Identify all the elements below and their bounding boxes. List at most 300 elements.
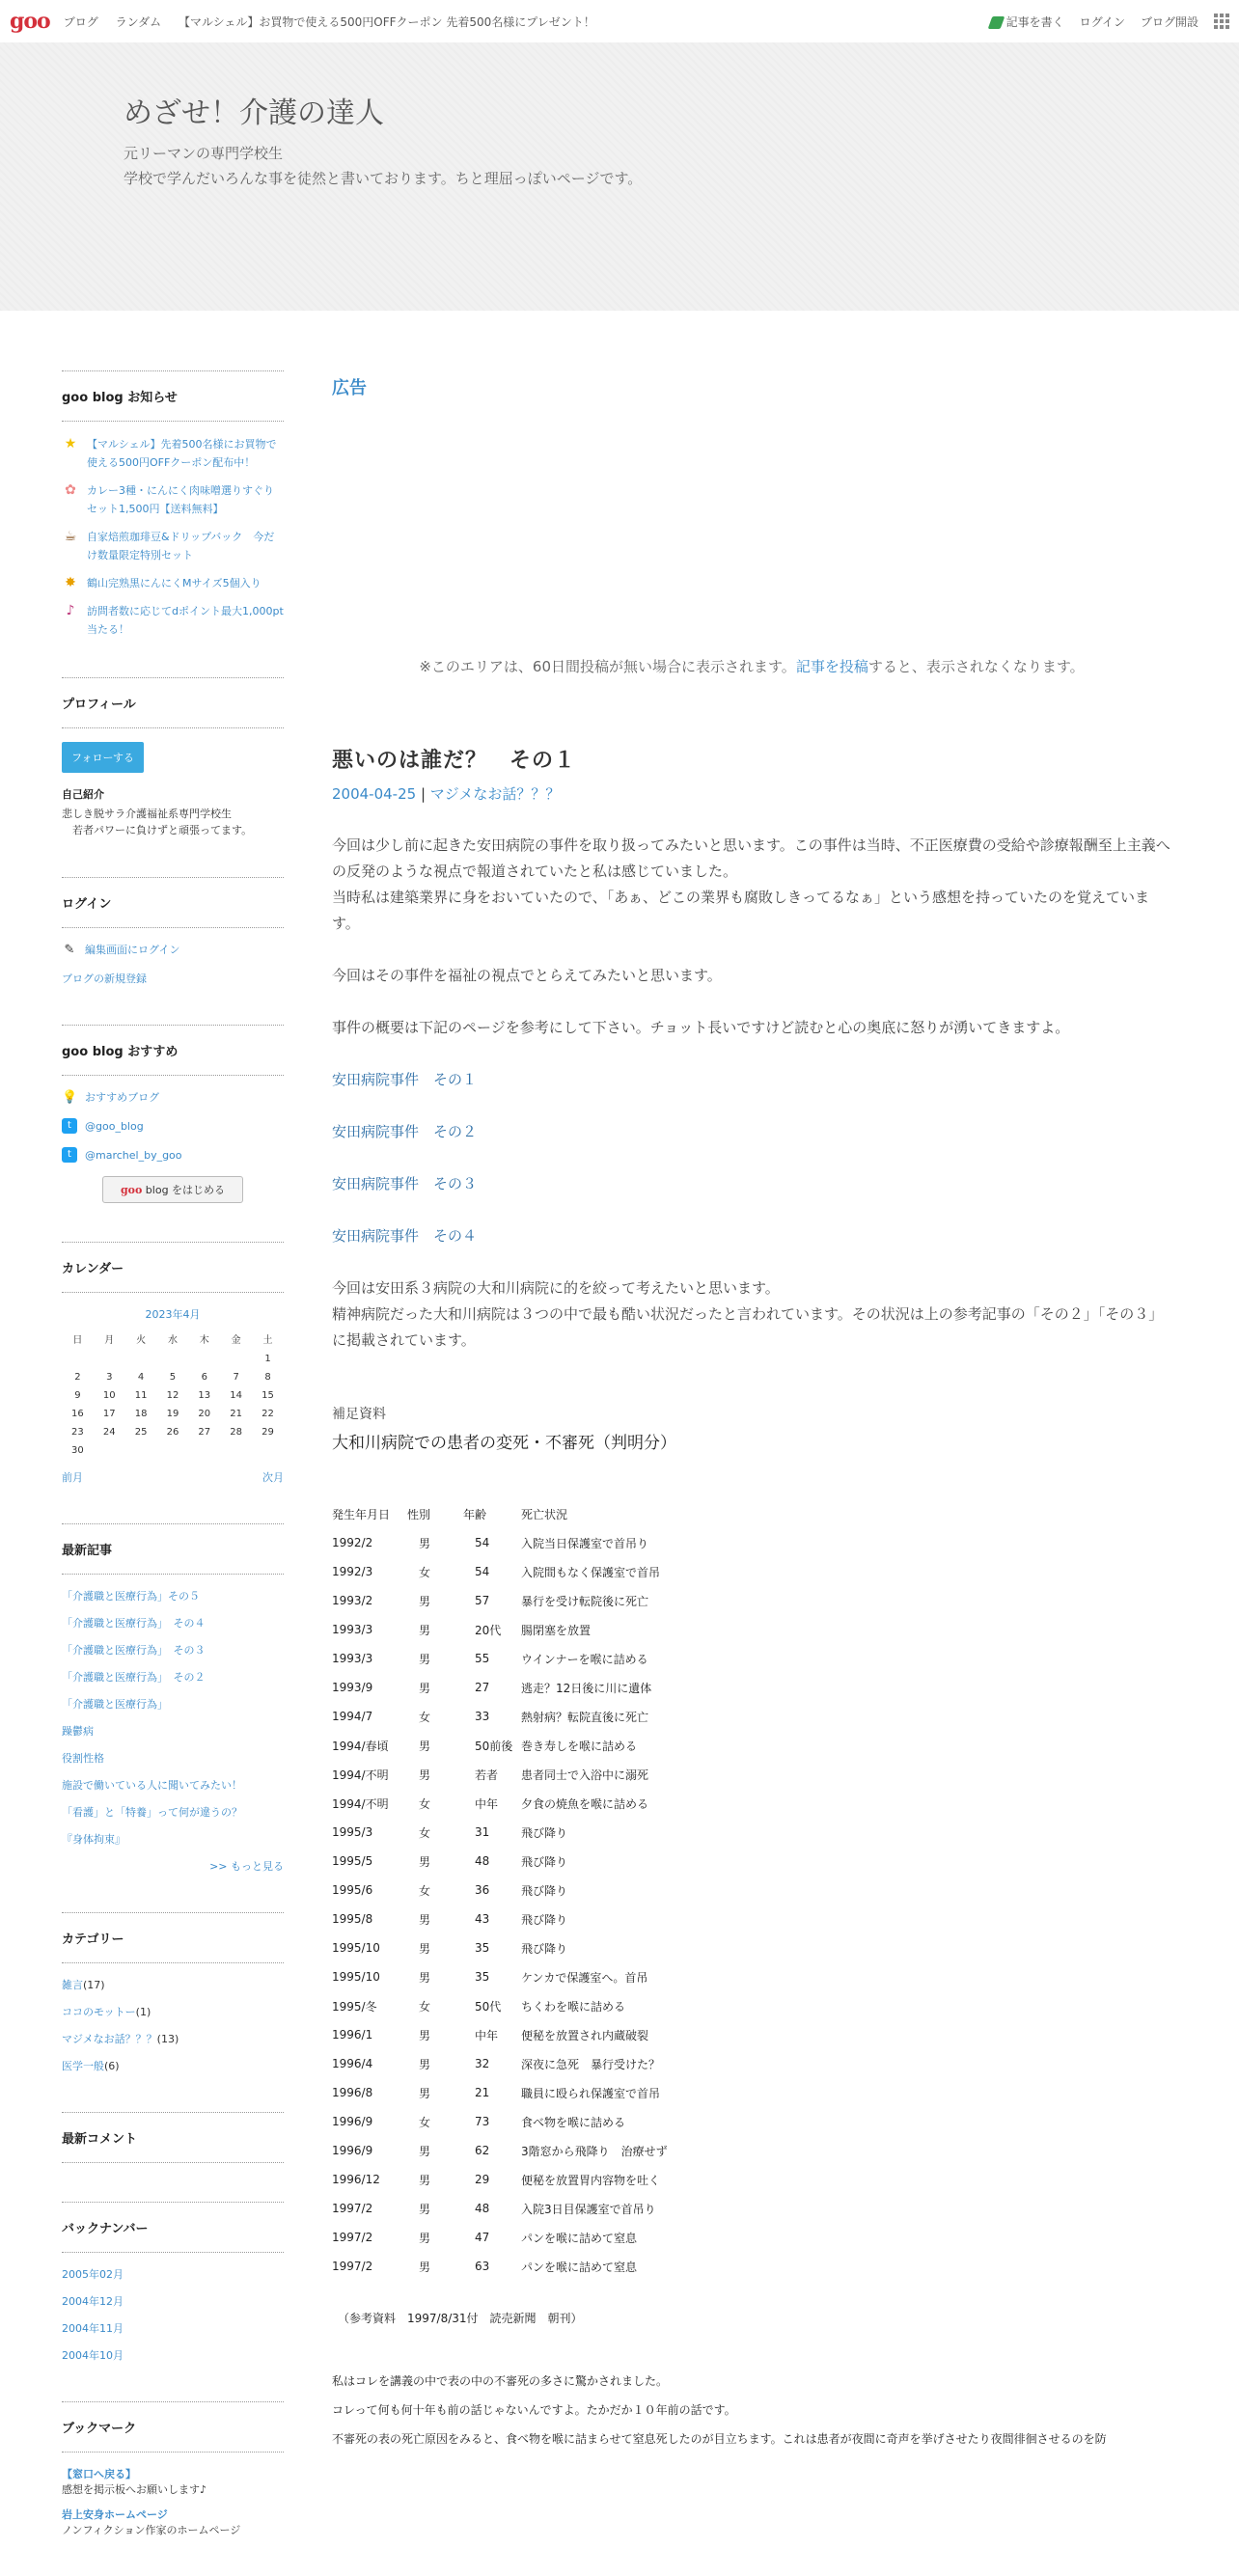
- article-title[interactable]: 悪いのは誰だ？ その１: [332, 749, 577, 773]
- weekday: 金: [231, 1335, 241, 1346]
- ad-heading: 広告: [332, 378, 367, 398]
- yasuda-case-link-1[interactable]: 安田病院事件 その１: [332, 1071, 478, 1088]
- paragraph: 今回はその事件を福祉の視点でとらえてみたいと思います。: [332, 967, 722, 984]
- table-cell: 男: [419, 1652, 431, 1666]
- table-cell: 飛び降り: [521, 1912, 568, 1927]
- table-cell: 1993/2: [332, 1594, 373, 1607]
- table-cell: 夕食の焼魚を喉に詰める: [521, 1796, 649, 1811]
- table-cell: 男: [419, 2260, 431, 2274]
- table-cell: 1992/3: [332, 1565, 373, 1578]
- blog-title[interactable]: めざせ！介護の達人: [124, 96, 384, 130]
- table-cell: 男: [419, 2144, 431, 2158]
- calendar-day: 30: [71, 1445, 84, 1456]
- bookmark-link[interactable]: 岩上安身ホームページ: [62, 2508, 168, 2521]
- notice-item[interactable]: [62, 528, 284, 564]
- pen-icon: ✎: [64, 942, 75, 957]
- table-cell: 32: [475, 2057, 490, 2070]
- category-list: [62, 1977, 284, 2073]
- table-cell: 1994/不明: [332, 1796, 389, 1811]
- cup-icon: ☕: [64, 529, 77, 544]
- calendar-day: 22: [262, 1409, 274, 1419]
- calendar-day: 6: [201, 1372, 207, 1383]
- recent-article-link[interactable]: 「介護職と医療行為」 その２: [62, 1671, 206, 1684]
- table-row: [332, 1818, 753, 1847]
- table-cell: 1996/1: [332, 2028, 373, 2042]
- calendar-day: 16: [71, 1409, 84, 1419]
- register-link[interactable]: ブログの新規登録: [62, 973, 147, 985]
- start-blog-button[interactable]: [102, 1176, 243, 1203]
- table-row: [332, 1905, 753, 1933]
- blog-description-line-1: 元リーマンの専門学校生: [124, 145, 284, 162]
- meta-separator: |: [416, 785, 430, 803]
- yasuda-case-link-2[interactable]: 安田病院事件 その２: [332, 1123, 478, 1140]
- yasuda-case-link-4[interactable]: 安田病院事件 その４: [332, 1227, 478, 1245]
- notice-item[interactable]: [62, 435, 284, 472]
- calendar-day: 17: [102, 1409, 116, 1419]
- calendar-day: [252, 1441, 284, 1460]
- notice-section: [62, 370, 284, 639]
- table-row: [332, 2165, 753, 2194]
- table-row: [332, 1731, 753, 1760]
- table-cell: 48: [475, 2202, 490, 2215]
- table-cell: 47: [475, 2231, 490, 2244]
- start-blog-logo: goo: [120, 1184, 143, 1196]
- table-cell: 50前後: [475, 1739, 513, 1753]
- table-row: [332, 2223, 753, 2252]
- column-header: 性別: [407, 1507, 431, 1521]
- table-cell: 1996/9: [332, 2115, 373, 2128]
- calendar-day: 23: [71, 1427, 84, 1438]
- table-cell: 逃走？12日後に川に遺体: [521, 1681, 652, 1695]
- bookmark-link[interactable]: 【窓口へ戻る】: [62, 2468, 136, 2480]
- calendar-day: [94, 1441, 125, 1460]
- calendar-day: 21: [230, 1409, 242, 1419]
- calendar-week: [62, 1423, 284, 1441]
- table-cell: 男: [419, 1768, 431, 1782]
- table-row: [332, 1991, 753, 2020]
- comment-section: [62, 2112, 284, 2163]
- table-row: [332, 1528, 753, 1557]
- weekday: 土: [262, 1335, 273, 1346]
- calendar-day: 26: [166, 1427, 179, 1438]
- calendar-week: [62, 1350, 284, 1368]
- table-cell: 男: [419, 2028, 431, 2042]
- category-item: [62, 2004, 284, 2019]
- table-cell: 飛び降り: [521, 1854, 568, 1869]
- column-header: 死亡状況: [521, 1507, 568, 1521]
- table-cell: 1995/5: [332, 1854, 373, 1868]
- recent-article-link[interactable]: 「介護職と医療行為」: [62, 1698, 168, 1711]
- notice-text[interactable]: 【マルシェル】先着500名様にお買物で使える500円OFFクーポン配布中！: [87, 438, 277, 469]
- table-cell: 女: [419, 1710, 431, 1724]
- top-right-menu: [990, 0, 1229, 42]
- table-cell: 男: [419, 2086, 431, 2100]
- calendar-day: 14: [230, 1390, 242, 1401]
- closing-line: コレって何も何十年も前の話じゃないんですよ。たかだか１０年前の話です。: [332, 2403, 736, 2417]
- blog-description-line-2: 学校で学んだいろんな事を徒然と書いております。ちと理屈っぽいページです。: [124, 170, 643, 187]
- table-row: [332, 1789, 753, 1818]
- notice-item[interactable]: [62, 602, 284, 639]
- calendar-day: 20: [198, 1409, 211, 1419]
- bookmark-section: [62, 2401, 284, 2537]
- next-month-link[interactable]: 次月: [262, 1471, 284, 1484]
- music-icon: ♪: [66, 603, 75, 618]
- table-cell: 男: [419, 2173, 431, 2187]
- table-cell: 腸閉塞を放置: [521, 1623, 592, 1637]
- weekday: 水: [167, 1335, 178, 1346]
- profile-heading: プロフィール: [62, 678, 284, 728]
- table-cell: 48: [475, 1854, 490, 1868]
- write-article-label: 記事を書く: [1005, 14, 1064, 29]
- table-cell: 巻き寿しを喉に詰める: [521, 1739, 638, 1753]
- table-cell: 1996/8: [332, 2086, 373, 2099]
- calendar-week: [62, 1441, 284, 1460]
- twitter-row[interactable]: [62, 1118, 284, 1134]
- paragraph-line: 今回は安田系３病院の大和川病院に的を絞って考えたいと思います。: [332, 1279, 780, 1297]
- backnumber-link[interactable]: 2005年02月: [62, 2268, 124, 2281]
- calendar-day: 5: [169, 1372, 177, 1383]
- notice-text[interactable]: 自家焙煎珈琲豆&ドリップバック 今だけ数量限定特別セット: [87, 531, 275, 562]
- more-articles-link[interactable]: >> もっと見る: [209, 1860, 284, 1873]
- table-cell: 1992/2: [332, 1536, 373, 1549]
- twitter-marchel-link[interactable]: @marchel_by_goo: [85, 1148, 182, 1162]
- bookmark-desc: ノンフィクション作家のホームページ: [62, 2524, 241, 2536]
- table-cell: 21: [475, 2086, 490, 2099]
- recent-article-link[interactable]: 「介護職と医療行為」その５: [62, 1590, 200, 1603]
- table-cell: 1994/春頃: [332, 1739, 389, 1753]
- calendar-weekdays: [62, 1328, 284, 1350]
- notice-text[interactable]: カレー3種・にんにく肉味噌選りすぐりセット1,500円【送料無料】: [87, 484, 274, 515]
- calendar-day: [125, 1350, 157, 1368]
- recommend-section: [62, 1025, 284, 1203]
- calendar-day: [220, 1441, 252, 1460]
- table-cell: 深夜に急死 暴行受けた？: [521, 2057, 661, 2071]
- recent-heading: 最新記事: [62, 1524, 284, 1575]
- notice-heading: goo blog お知らせ: [62, 371, 284, 422]
- table-cell: 63: [475, 2260, 490, 2273]
- table-cell: 1993/9: [332, 1681, 373, 1694]
- recent-article-link[interactable]: 『身体拘束』: [62, 1833, 125, 1846]
- table-cell: 31: [475, 1825, 490, 1839]
- table-cell: 43: [475, 1912, 490, 1926]
- calendar-month[interactable]: 2023年4月: [145, 1308, 201, 1321]
- table-cell: 62: [475, 2144, 490, 2157]
- closing-line: 私はコレを講義の中で表の中の不審死の多さに驚かされました。: [332, 2374, 669, 2388]
- table-cell: 3階窓から飛降り 治療せず: [521, 2144, 668, 2158]
- table-cell: 熱射病？転院直後に死亡: [521, 1710, 649, 1724]
- table-cell: 20代: [475, 1623, 502, 1637]
- goo-logo[interactable]: goo: [10, 9, 50, 34]
- notice-text[interactable]: 鶴山完熟黒にんにくMサイズ5個入り: [87, 577, 262, 589]
- table-cell: 1995/10: [332, 1941, 380, 1955]
- weekday: 月: [104, 1335, 115, 1346]
- nav-random[interactable]: ランダム: [115, 14, 162, 29]
- table-cell: 1995/10: [332, 1970, 380, 1984]
- category-link[interactable]: ココのモットー: [62, 2006, 136, 2018]
- article-body: [332, 833, 1171, 1354]
- table-cell: 男: [419, 1536, 431, 1550]
- calendar-day: [125, 1441, 157, 1460]
- table-cell: 男: [419, 2231, 431, 2245]
- table-cell: 1997/2: [332, 2231, 373, 2244]
- twitter-icon: t: [62, 1147, 77, 1163]
- article-date-link[interactable]: 2004-04-25: [332, 785, 417, 803]
- calendar-day: 9: [74, 1390, 81, 1401]
- deaths-table-body: [332, 1528, 753, 2281]
- table-cell: 54: [475, 1536, 490, 1549]
- backnumber-link[interactable]: 2004年11月: [62, 2322, 124, 2335]
- table-cell: 50代: [475, 1999, 502, 2014]
- calendar-day: [188, 1441, 220, 1460]
- calendar-table: [62, 1328, 284, 1460]
- calendar-day: 11: [134, 1390, 148, 1401]
- edit-login-link[interactable]: 編集画面にログイン: [85, 944, 180, 956]
- table-cell: 1995/3: [332, 1825, 373, 1839]
- table-cell: 1994/7: [332, 1710, 373, 1723]
- category-link[interactable]: マジメなお話？？？: [62, 2033, 157, 2045]
- table-cell: 男: [419, 1681, 431, 1695]
- closing-text: [332, 2367, 1171, 2453]
- notice-item[interactable]: [62, 481, 284, 518]
- calendar-day: [157, 1350, 189, 1368]
- table-row: [332, 1586, 753, 1615]
- top-bar: [0, 0, 1239, 43]
- table-cell: 若者: [475, 1768, 499, 1782]
- calendar-day: 25: [134, 1427, 148, 1438]
- table-cell: 57: [475, 1594, 490, 1607]
- table-cell: 職員に殴られ保護室で首吊: [521, 2086, 661, 2100]
- calendar-day: [220, 1350, 252, 1368]
- table-cell: 35: [475, 1970, 490, 1984]
- table-row: [332, 2252, 753, 2281]
- table-cell: 男: [419, 1912, 431, 1927]
- table-row: [332, 1702, 753, 1731]
- calendar-body: [62, 1350, 284, 1460]
- table-row: [332, 2020, 753, 2049]
- table-cell: 1995/冬: [332, 1999, 377, 2014]
- category-heading: カテゴリー: [62, 1913, 284, 1963]
- garlic-icon: ✸: [65, 575, 76, 590]
- table-cell: 女: [419, 1565, 431, 1579]
- table-cell: 暴行を受け転院後に死亡: [521, 1594, 649, 1608]
- calendar-day: 24: [102, 1427, 116, 1438]
- column-header: 年齢: [463, 1507, 487, 1521]
- table-cell: 1993/3: [332, 1652, 373, 1665]
- table-cell: 女: [419, 1883, 431, 1898]
- bookmark-item: [62, 2466, 284, 2497]
- bookmark-desc: 感想を掲示板へお願いします♪: [62, 2483, 207, 2496]
- follow-button[interactable]: フォローする: [62, 742, 144, 773]
- table-row: [332, 1760, 753, 1789]
- column-header: 発生年月日: [332, 1507, 391, 1521]
- category-item: [62, 2058, 284, 2073]
- table-cell: 飛び降り: [521, 1883, 568, 1898]
- table-row: [332, 1962, 753, 1991]
- table-cell: 1996/4: [332, 2057, 373, 2070]
- calendar-day: 1: [264, 1354, 271, 1364]
- table-cell: 55: [475, 1652, 490, 1665]
- recent-article-link[interactable]: 躁鬱病: [62, 1725, 94, 1738]
- login-section: [62, 877, 284, 986]
- paragraph: [332, 1275, 1171, 1354]
- table-cell: 1996/9: [332, 2144, 373, 2157]
- twitter-row[interactable]: [62, 1147, 284, 1163]
- calendar-day: 13: [198, 1390, 211, 1401]
- backnumber-link[interactable]: 2004年12月: [62, 2295, 124, 2308]
- notice-text[interactable]: 訪問者数に応じてdポイント最大1,000pt当たる！: [87, 605, 284, 636]
- recommend-blog-link[interactable]: おすすめブログ: [85, 1091, 160, 1104]
- table-cell: 1995/6: [332, 1883, 373, 1897]
- table-row: [332, 1847, 753, 1876]
- category-item: [62, 1977, 284, 1992]
- category-count: (6): [104, 2060, 120, 2072]
- table-cell: 女: [419, 1999, 431, 2014]
- calendar-day: 4: [137, 1372, 145, 1383]
- recent-article-link[interactable]: 役割性格: [62, 1752, 104, 1765]
- table-cell: ウインナーを喉に詰める: [521, 1652, 648, 1666]
- table-cell: 便秘を放置胃内容物を吐く: [521, 2173, 661, 2187]
- blog-header: [0, 42, 1239, 311]
- recent-list: [62, 1588, 284, 1874]
- table-cell: 男: [419, 1970, 431, 1985]
- table-cell: ケンカで保護室へ。首吊: [521, 1970, 648, 1985]
- edit-login-row[interactable]: [62, 942, 284, 957]
- paragraph: [332, 833, 1171, 937]
- lightbulb-icon: 💡: [62, 1089, 78, 1105]
- calendar-heading: カレンダー: [62, 1243, 284, 1293]
- calendar-day: 19: [166, 1409, 179, 1419]
- table-cell: 入院間もなく保護室で首吊: [521, 1565, 661, 1579]
- table-cell: 36: [475, 1883, 490, 1897]
- recent-article-link[interactable]: 「介護職と医療行為」 その３: [62, 1644, 206, 1657]
- table-row: [332, 2136, 753, 2165]
- table-cell: 1994/不明: [332, 1768, 389, 1782]
- calendar-day: 10: [102, 1390, 116, 1401]
- yasuda-case-link-3[interactable]: 安田病院事件 その３: [332, 1175, 478, 1192]
- table-cell: 1993/3: [332, 1623, 373, 1636]
- table-row: [332, 2078, 753, 2107]
- table-cell: 患者同士で入浴中に溺死: [521, 1768, 649, 1782]
- category-count: (1): [135, 2006, 151, 2018]
- no-post-notice: [332, 656, 1171, 676]
- calendar-day: 15: [262, 1390, 274, 1401]
- prev-month-link[interactable]: 前月: [62, 1471, 83, 1484]
- calendar-day: [94, 1350, 125, 1368]
- comment-heading: 最新コメント: [62, 2113, 284, 2163]
- calendar-day: 18: [134, 1409, 148, 1419]
- table-cell: 54: [475, 1565, 490, 1578]
- main-content: [332, 370, 1171, 2453]
- paragraph-line: 当時私は建築業界に身をおいていたので、「あぁ、どこの業界も腐敗しきってるなぁ」という感想を持っていたのを覚えています。: [332, 889, 1150, 932]
- apps-grid-icon[interactable]: [1214, 14, 1229, 29]
- table-cell: 29: [475, 2173, 490, 2186]
- table-cell: 中年: [475, 2028, 499, 2042]
- twitter-goo-blog-link[interactable]: @goo_blog: [85, 1119, 144, 1133]
- open-blog-link[interactable]: ブログ開設: [1140, 14, 1198, 29]
- table-cell: 男: [419, 1623, 431, 1637]
- recommend-heading: goo blog おすすめ: [62, 1026, 284, 1076]
- table-cell: 男: [419, 2057, 431, 2071]
- table-row: [332, 2194, 753, 2223]
- table-cell: 35: [475, 1941, 490, 1955]
- paragraph: 事件の概要は下記のページを参考にして下さい。チョット長いですけど読むと心の奥底に怒りが湧いてきますよ。: [332, 1019, 1070, 1036]
- profile-section: [62, 677, 284, 838]
- recent-article-link[interactable]: 「看護」と「特養」って何が違うの？: [62, 1806, 242, 1819]
- calendar-day: [157, 1441, 189, 1460]
- register-row[interactable]: [62, 971, 284, 986]
- notice-text-pre: ※このエリアは、60日間投稿が無い場合に表示されます。: [419, 658, 796, 675]
- backnumber-heading: バックナンバー: [62, 2203, 284, 2253]
- backnumber-link[interactable]: 2004年10月: [62, 2349, 124, 2362]
- calendar-day: [188, 1350, 220, 1368]
- calendar-day: 28: [230, 1427, 242, 1438]
- table-row: [332, 1615, 753, 1644]
- calendar-day: 8: [264, 1372, 271, 1383]
- category-item: [62, 2031, 284, 2046]
- star-icon: ★: [64, 436, 77, 452]
- calendar-nav: [62, 1469, 284, 1485]
- category-link[interactable]: 医学一般: [62, 2060, 104, 2072]
- table-cell: 男: [419, 1854, 431, 1869]
- recommend-row[interactable]: [62, 1089, 284, 1105]
- supplement-label: 補足資料: [332, 1407, 386, 1422]
- recent-article-link[interactable]: 施設で働いている人に聞いてみたい！: [62, 1779, 242, 1792]
- calendar-week: [62, 1405, 284, 1423]
- self-intro-label: 自己紹介: [62, 788, 104, 801]
- table-cell: 飛び降り: [521, 1825, 568, 1840]
- table-cell: 女: [419, 1825, 431, 1840]
- category-count: (17): [83, 1979, 105, 1991]
- table-cell: 男: [419, 2202, 431, 2216]
- table-cell: 食べ物を喉に詰める: [521, 2115, 626, 2129]
- category-count: (13): [156, 2033, 179, 2045]
- table-cell: 1995/8: [332, 1912, 373, 1926]
- table-cell: 73: [475, 2115, 490, 2128]
- profile-text-1: 悲しき脱サラ介護福祉系専門学校生: [62, 808, 232, 820]
- calendar-day: 27: [198, 1427, 211, 1438]
- write-article-button[interactable]: [990, 14, 1064, 30]
- start-blog-label: blog をはじめる: [142, 1184, 226, 1196]
- table-cell: 入院3日目保護室で首吊り: [521, 2202, 656, 2216]
- pen-icon: [987, 16, 1005, 29]
- table-cell: 入院当日保護室で首吊り: [521, 1536, 649, 1550]
- calendar-day: 7: [233, 1372, 239, 1383]
- table-cell: ちくわを喉に詰める: [521, 1999, 626, 2014]
- table-cell: 1997/2: [332, 2260, 373, 2273]
- table-row: [332, 2107, 753, 2136]
- table-row: [332, 1933, 753, 1962]
- paragraph-line: 精神病院だった大和川病院は３つの中で最も酷い状況だったと言われています。その状況は上の参考記事の「その２」「その３」に掲載されています。: [332, 1305, 1164, 1349]
- table-header-row: [332, 1499, 753, 1528]
- recent-article-link[interactable]: 「介護職と医療行為」 その４: [62, 1617, 206, 1630]
- notice-text-post: すると、表示されなくなります。: [867, 658, 1085, 675]
- table-cell: パンを喉に詰めて窒息: [521, 2231, 638, 2245]
- table-row: [332, 2049, 753, 2078]
- login-heading: ログイン: [62, 878, 284, 928]
- calendar-day: 2: [74, 1372, 81, 1383]
- login-link[interactable]: ログイン: [1079, 14, 1125, 29]
- post-article-link[interactable]: 記事を投稿: [795, 658, 868, 675]
- category-link[interactable]: 雑言: [62, 1979, 83, 1991]
- notice-item[interactable]: [62, 574, 284, 592]
- backnumber-section: [62, 2202, 284, 2363]
- nav-marchel-promo[interactable]: 【マルシェル】お買物で使える500円OFFクーポン 先着500名様にプレゼント！: [178, 14, 595, 29]
- article-category-link[interactable]: マジメなお話？？？: [429, 785, 561, 803]
- calendar-week: [62, 1368, 284, 1386]
- table-cell: 便秘を放置され内蔵破裂: [521, 2028, 649, 2042]
- nav-blog[interactable]: ブログ: [63, 14, 98, 29]
- table-row: [332, 1673, 753, 1702]
